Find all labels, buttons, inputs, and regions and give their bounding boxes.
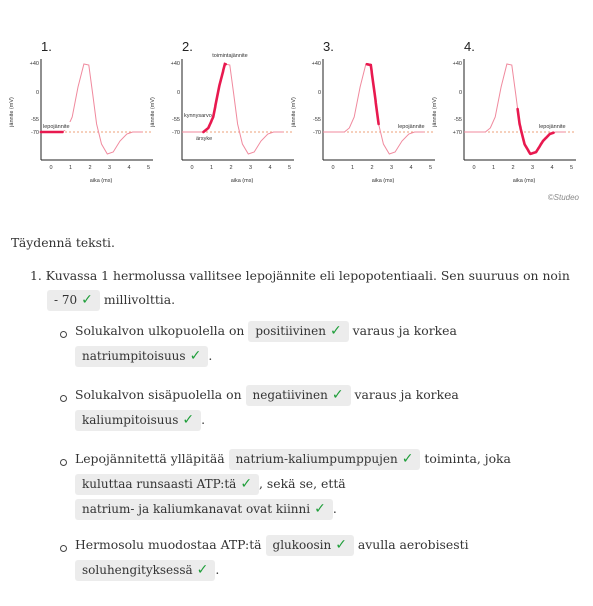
- answer-field-atp-usage[interactable]: kuluttaa runsaasti ATP:tä ✓: [75, 474, 259, 495]
- x-tick-label: 4: [268, 165, 272, 171]
- resting-potential-label: lepojännite: [539, 124, 566, 130]
- x-tick-label: 0: [331, 165, 335, 171]
- x-tick-label: 1: [209, 165, 214, 171]
- x-tick-label: 2: [229, 165, 233, 171]
- bullet-item-maintenance: Lepojännitettä ylläpitää natrium-kaliumpumppujen ✓ toiminta, joka kuluttaa runsaasti ATP:tä ✓ , sekä se, että natrium- ja kaliumkanavat ovat kiinni ✓ .: [75, 449, 575, 524]
- y-axis-label: jännite (mV): [432, 97, 438, 127]
- x-tick-label: 4: [550, 165, 554, 171]
- answer-field-resting-potential[interactable]: - 70 ✓: [47, 290, 100, 311]
- resting-potential-label: lepojännite: [398, 124, 425, 130]
- check-icon: ✓: [240, 476, 253, 492]
- x-axis-label: aika (ms): [230, 178, 254, 184]
- x-tick-label: 5: [569, 165, 574, 171]
- x-tick-label: 0: [49, 165, 53, 171]
- x-axis-label: aika (ms): [512, 178, 536, 184]
- answer-field-outside-ion[interactable]: natriumpitoisuus ✓: [75, 346, 208, 367]
- y-tick-label: -55: [31, 117, 39, 123]
- bullet-circle-icon: [60, 395, 67, 402]
- check-icon: ✓: [331, 387, 344, 403]
- answer-field-inside-ion[interactable]: kaliumpitoisuus ✓: [75, 410, 201, 431]
- panel-number: 2.: [182, 39, 193, 54]
- x-tick-label: 0: [190, 165, 194, 171]
- check-icon: ✓: [329, 323, 342, 339]
- x-tick-label: 5: [428, 165, 433, 171]
- action-potential-curve: [464, 64, 565, 154]
- item-text-after: millivolttia.: [103, 292, 176, 307]
- y-tick-label: +40: [170, 61, 180, 67]
- item-1: [30, 266, 580, 311]
- bullet-item-atp: Hermosolu muodostaa ATP:tä glukoosin ✓ avulla aerobisesti soluhengityksessä ✓ .: [75, 535, 575, 585]
- highlighted-phase: [518, 109, 554, 154]
- x-tick-label: 1: [350, 165, 355, 171]
- action-potential-curve: [41, 64, 142, 154]
- y-tick-label: +40: [311, 61, 321, 67]
- y-axis-label: jännite (mV): [150, 97, 156, 127]
- highlighted-phase: [203, 64, 225, 132]
- x-tick-label: 1: [68, 165, 73, 171]
- x-tick-label: 2: [370, 165, 374, 171]
- x-axis-label: aika (ms): [371, 178, 395, 184]
- bullet-item-inside: Solukalvon sisäpuolella on negatiivinen ✓ varaus ja korkea kaliumpitoisuus ✓ .: [75, 385, 575, 435]
- bullet-circle-icon: [60, 459, 67, 466]
- x-tick-label: 2: [88, 165, 92, 171]
- x-tick-label: 5: [287, 165, 292, 171]
- answer-field-pump[interactable]: natrium-kaliumpumppujen ✓: [229, 449, 421, 470]
- answer-field-glucose[interactable]: glukoosin ✓: [266, 535, 354, 556]
- x-tick-label: 3: [107, 165, 112, 171]
- answer-field-channels[interactable]: natrium- ja kaliumkanavat ovat kiinni ✓: [75, 499, 333, 520]
- check-icon: ✓: [189, 348, 202, 364]
- check-icon: ✓: [182, 412, 195, 428]
- x-tick-label: 2: [511, 165, 515, 171]
- bullet-item-outside: Solukalvon ulkopuolella on positiivinen ✓ varaus ja korkea natriumpitoisuus ✓ .: [75, 321, 575, 371]
- highlighted-phase: [367, 64, 379, 124]
- y-tick-label: -55: [454, 117, 462, 123]
- instruction-text: Täydennä teksti.: [11, 235, 115, 250]
- image-credit: ©Studeo: [547, 193, 579, 202]
- answer-field-inside-charge[interactable]: negatiivinen ✓: [246, 385, 351, 406]
- item-number: 1.: [30, 268, 42, 283]
- panel-number: 1.: [41, 39, 52, 54]
- action-potential-label: toimintajännite: [212, 53, 248, 59]
- x-tick-label: 0: [472, 165, 476, 171]
- y-tick-label: +70: [452, 130, 462, 136]
- answer-field-outside-charge[interactable]: positiivinen ✓: [248, 321, 348, 342]
- y-axis-label: jännite (mV): [291, 97, 297, 127]
- check-icon: ✓: [196, 562, 209, 578]
- panel-number: 4.: [464, 39, 475, 54]
- item-text: Kuvassa 1 hermolussa vallitsee lepojännite eli lepopotentiaali. Sen suuruus on noin: [45, 268, 570, 283]
- bullet-circle-icon: [60, 545, 67, 552]
- y-tick-label: 0: [176, 90, 180, 96]
- bullet-circle-icon: [60, 331, 67, 338]
- check-icon: ✓: [401, 451, 414, 467]
- x-tick-label: 3: [248, 165, 253, 171]
- check-icon: ✓: [81, 292, 93, 308]
- y-tick-label: -70: [31, 130, 39, 136]
- x-tick-label: 1: [491, 165, 496, 171]
- y-tick-label: 0: [458, 90, 462, 96]
- x-tick-label: 3: [389, 165, 394, 171]
- y-tick-label: -55: [172, 117, 180, 123]
- x-tick-label: 5: [146, 165, 151, 171]
- answer-field-respiration[interactable]: soluhengityksessä ✓: [75, 560, 215, 581]
- x-axis-label: aika (ms): [89, 178, 113, 184]
- x-tick-label: 3: [530, 165, 535, 171]
- y-axis-label: jännite (mV): [9, 97, 15, 127]
- threshold-label: kynnysarvo: [184, 113, 212, 119]
- panel-number: 3.: [323, 39, 334, 54]
- x-tick-label: 4: [409, 165, 413, 171]
- check-icon: ✓: [335, 537, 347, 553]
- check-icon: ✓: [314, 501, 326, 517]
- y-tick-label: -55: [313, 117, 321, 123]
- y-tick-label: 0: [35, 90, 39, 96]
- y-tick-label: -70: [172, 130, 180, 136]
- y-tick-label: +40: [452, 61, 462, 67]
- resting-potential-label: lepojännite: [43, 124, 70, 130]
- y-tick-label: -70: [313, 130, 321, 136]
- action-potential-figure: [0, 0, 593, 215]
- x-tick-label: 4: [127, 165, 131, 171]
- stimulus-label: ärsyke: [196, 136, 213, 142]
- y-tick-label: 0: [317, 90, 321, 96]
- y-tick-label: +40: [29, 61, 39, 67]
